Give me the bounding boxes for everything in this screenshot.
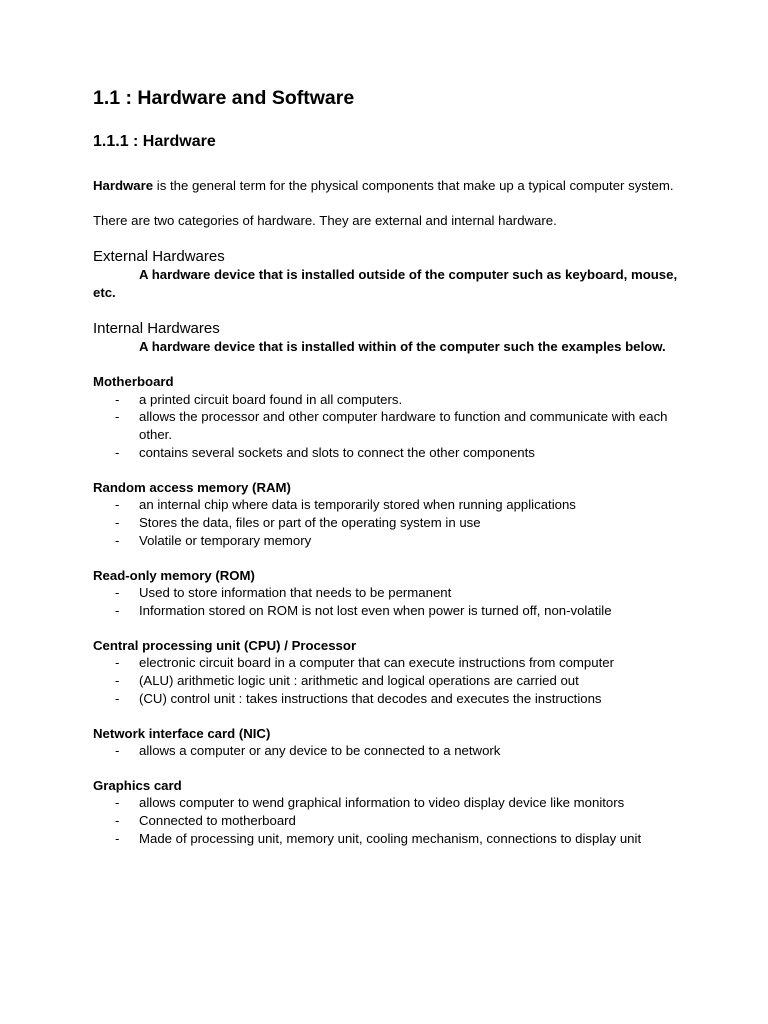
dash-bullet: -: [115, 585, 120, 601]
list-item-text: an internal chip where data is temporarily stored when running applications: [139, 497, 576, 513]
dash-bullet: -: [115, 743, 120, 759]
component-section: [93, 479, 693, 550]
hardware-definition: [93, 177, 693, 195]
list-item: [93, 742, 693, 760]
list-item: [93, 444, 693, 462]
list-item-text: allows a computer or any device to be connected to a network: [139, 743, 501, 759]
dash-bullet: -: [115, 672, 120, 688]
list-item: [93, 672, 693, 690]
internal-description: A hardware device that is installed within of the computer such the examples below.: [139, 339, 666, 354]
component-sections: [93, 373, 693, 848]
dash-bullet: -: [115, 602, 120, 618]
dash-bullet: -: [115, 690, 120, 706]
list-item: [93, 496, 693, 514]
list-item: [93, 794, 693, 812]
list-item: [93, 514, 693, 532]
dash-bullet: -: [115, 813, 120, 829]
list-item-text: Information stored on ROM is not lost even when power is turned off, non-volatile: [139, 602, 612, 618]
component-list: [93, 742, 693, 760]
component-section: [93, 777, 693, 848]
external-heading: External Hardwares: [93, 248, 225, 265]
component-title: Central processing unit (CPU) / Processor: [93, 637, 357, 653]
hardware-term: Hardware: [93, 178, 154, 193]
component-section: [93, 567, 693, 620]
component-section: [93, 373, 693, 462]
dash-bullet: -: [115, 514, 120, 530]
dash-bullet: -: [115, 532, 120, 548]
list-item-text: Made of processing unit, memory unit, cooling mechanism, connections to display unit: [139, 830, 642, 846]
external-description: A hardware device that is installed outside of the computer such as keyboard, mouse, etc.: [93, 267, 678, 300]
component-title: Network interface card (NIC): [93, 725, 271, 741]
list-item-text: Used to store information that needs to be permanent: [139, 585, 452, 601]
component-section: [93, 637, 693, 708]
component-list: [93, 794, 693, 847]
list-item-text: a printed circuit board found in all computers.: [139, 391, 403, 407]
list-item: [93, 532, 693, 550]
document-page: [93, 86, 693, 848]
component-title: Motherboard: [93, 374, 174, 389]
list-item: [93, 690, 693, 708]
list-item: [93, 602, 693, 620]
hardware-definition-text: is the general term for the physical components that make up a typical computer system.: [153, 178, 674, 193]
list-item-text: (CU) control unit : takes instructions that decodes and executes the instructions: [139, 690, 602, 706]
list-item-text: allows computer to wend graphical information to video display device like monitors: [139, 795, 625, 811]
list-item-text: allows the processor and other computer hardware to function and communicate with each other.: [139, 409, 668, 443]
list-item: [93, 812, 693, 830]
list-item: [93, 830, 693, 848]
dash-bullet: -: [115, 444, 120, 460]
list-item: [93, 654, 693, 672]
dash-bullet: -: [115, 409, 120, 425]
dash-bullet: -: [115, 497, 120, 513]
component-list: [93, 391, 693, 462]
dash-bullet: -: [115, 795, 120, 811]
component-title: Read-only memory (ROM): [93, 567, 255, 583]
component-list: [93, 654, 693, 707]
list-item: [93, 408, 693, 444]
list-item: [93, 391, 693, 409]
component-title: Random access memory (RAM): [93, 479, 291, 495]
list-item-text: (ALU) arithmetic logic unit : arithmetic and logical operations are carried out: [139, 672, 579, 688]
list-item-text: Connected to motherboard: [139, 813, 296, 829]
list-item-text: contains several sockets and slots to connect the other components: [139, 444, 535, 460]
list-item-text: electronic circuit board in a computer that can execute instructions from computer: [139, 655, 614, 671]
component-list: [93, 584, 693, 620]
list-item-text: Stores the data, files or part of the operating system in use: [139, 514, 481, 530]
list-item: [93, 584, 693, 602]
list-item-text: Volatile or temporary memory: [139, 532, 312, 548]
dash-bullet: -: [115, 391, 120, 407]
internal-heading: Internal Hardwares: [93, 320, 220, 337]
hardware-categories: There are two categories of hardware. They are external and internal hardware.: [93, 212, 557, 228]
section-subtitle: 1.1.1 : Hardware: [93, 133, 216, 150]
component-section: [93, 725, 693, 760]
component-title: Graphics card: [93, 777, 182, 793]
page-title: 1.1 : Hardware and Software: [93, 87, 355, 109]
dash-bullet: -: [115, 655, 120, 671]
dash-bullet: -: [115, 830, 120, 846]
component-list: [93, 496, 693, 549]
